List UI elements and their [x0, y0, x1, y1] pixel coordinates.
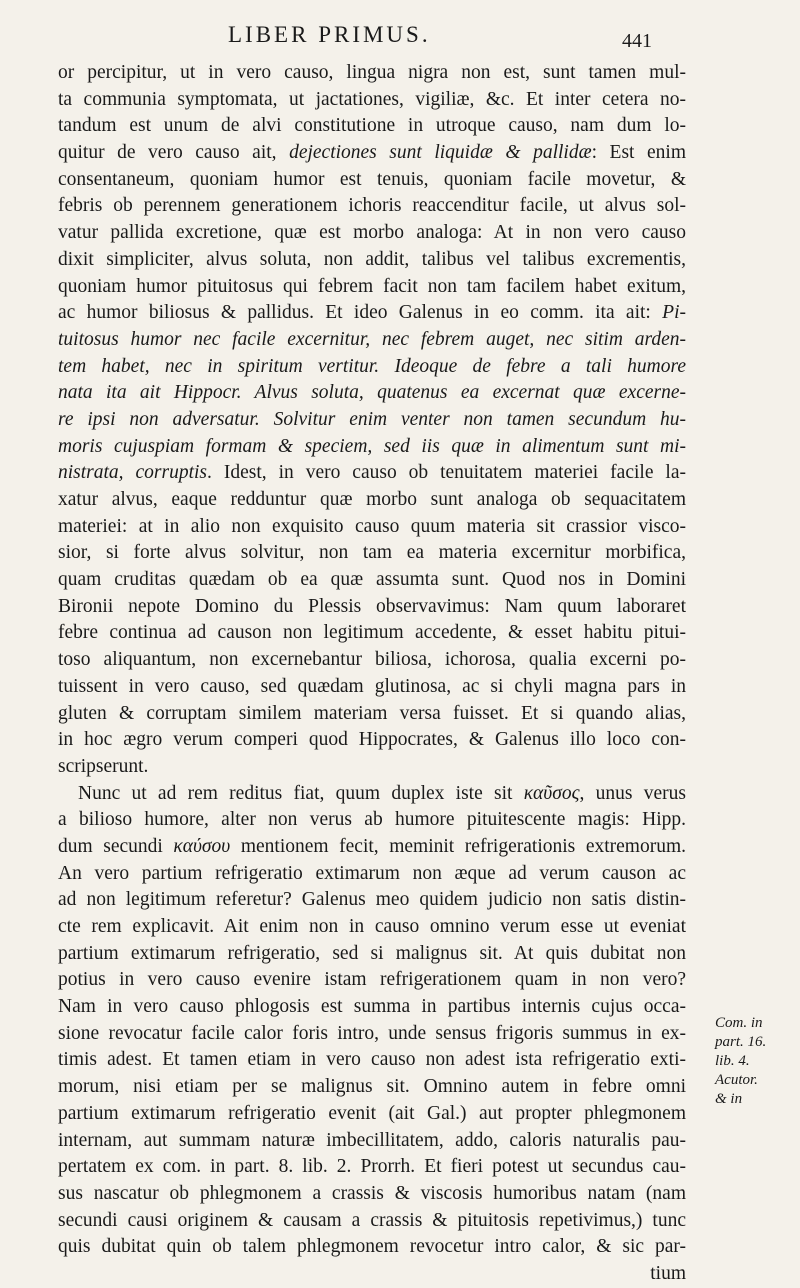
text-line: pertatem ex com. in part. 8. lib. 2. Prorrh. Et fieri potest ut secundus cau- [58, 1156, 686, 1178]
text-line: toso aliquantum, non excernebantur biliosa, ichorosa, qualia excerni po- [58, 649, 686, 671]
italic-quote: nistrata, corruptis [58, 462, 208, 484]
text-line: morum, nisi etiam per se malignus sit. Omnino autem in febre omni [58, 1076, 686, 1098]
text-line [58, 300, 686, 327]
body-text [58, 60, 686, 1288]
margin-note-line: Com. in [715, 1015, 763, 1031]
page-number: 441 [622, 30, 652, 52]
text-line: partium extimarum refrigeratio evenit (ait Gal.) aut propter phlegmonem [58, 1102, 686, 1124]
text-line [58, 834, 686, 861]
text-segment: mentionem fecit, meminit refrigerationis extremorum. [230, 835, 686, 857]
text-line: xatur alvus, eaque redduntur quæ morbo sunt analoga ob sequacitatem [58, 489, 686, 510]
text-segment: Nunc ut ad rem reditus fiat, quum duplex iste sit [78, 782, 524, 804]
text-line: consentaneum, quoniam humor est tenuis, quoniam facile movetur, & [58, 168, 686, 190]
text-segment: , unus verus [579, 782, 686, 804]
text-line: sior, si forte alvus solvitur, non tam ea materia excernitur morbifica, [58, 542, 686, 564]
text-segment: . Idest, in vero causo ob tenuitatem materiei facile la- [207, 462, 686, 484]
italic-quote: Pi- [662, 302, 686, 324]
italic-line: tem habet, nec in spiritum vertitur. Ideoque de febre a tali humore [58, 355, 686, 377]
text-line: febris ob perennem generationem ichoris reaccenditur facile, ut alvus sol- [58, 195, 686, 217]
text-line: cte rem explicavit. Ait enim non in causo omnino verum esse ut eveniat [58, 916, 686, 937]
text-line: tuissent in vero causo, sed quædam glutinosa, ac si chyli magna pars in [58, 675, 686, 697]
greek-word: καύσου [173, 835, 231, 857]
text-line: sione revocatur facile calor foris intro, unde sensus frigoris summus in ex- [58, 1022, 686, 1044]
text-line: febre continua ad causon non legitimum accedente, & esset habitu pitui- [58, 622, 686, 644]
text-line: dixit simpliciter, alvus soluta, non addit, talibus vel talibus excrementis, [58, 248, 686, 270]
text-line: scripserunt. [58, 755, 149, 777]
italic-line: re ipsi non adversatur. Solvitur enim venter non tamen secundum hu- [58, 408, 686, 430]
text-line: quis dubitat quin ob talem phlegmonem revocetur intro calor, & sic par- [58, 1236, 686, 1258]
greek-word: καῦσος [523, 782, 580, 804]
italic-line: nata ita ait Hippocr. Alvus soluta, quatenus ea excernat quæ excerne- [58, 382, 686, 404]
text-line: ad non legitimum referetur? Galenus meo quidem judicio non satis distin- [58, 889, 686, 911]
italic-line: tuitosus humor nec facile excernitur, nec febrem auget, nec sitim arden- [58, 328, 686, 350]
text-line [58, 140, 686, 167]
text-segment: dum secundi [58, 835, 174, 857]
margin-note-line: lib. 4. [715, 1053, 750, 1069]
text-segment: ac humor biliosus & pallidus. Et ideo Galenus in eo comm. ita ait: [58, 302, 663, 324]
text-line: vatur pallida excretione, quæ est morbo analoga: At in non vero causo [58, 222, 686, 244]
italic-line: moris cujuspiam formam & speciem, sed iis quæ in alimentum sunt mi- [58, 435, 686, 457]
catchword: tium [650, 1262, 686, 1284]
text-line: tandum est unum de alvi constitutione in utroque causo, nam dum lo- [58, 115, 686, 137]
text-line: sus nascatur ob phlegmonem a crassis & viscosis humoribus natam (nam [58, 1182, 686, 1204]
text-line: in hoc ægro verum comperi quod Hippocrates, & Galenus illo loco con- [58, 729, 686, 751]
text-line: internam, aut summam naturæ imbecillitatem, addo, caloris naturalis pau- [58, 1129, 686, 1151]
text-line: quoniam humor pituitosus qui febrem facit non tam facilem habet exitum, [58, 275, 686, 297]
text-line: An vero partium refrigeratio extimarum non æque ad verum causon ac [58, 862, 686, 884]
page-header [0, 22, 800, 54]
text-segment: quitur de vero causo ait, [58, 142, 290, 164]
text-line: Nam in vero causo phlogosis est summa in partibus internis cujus occa- [58, 996, 686, 1018]
italic-quote: dejectiones sunt liquidæ & pallidæ [289, 142, 592, 164]
margin-note [715, 1014, 795, 1109]
margin-note-line: & in [715, 1091, 743, 1107]
text-line: quam cruditas quædam ob ea quæ assumta sunt. Quod nos in Domini [58, 569, 686, 591]
text-line: or percipitur, ut in vero causo, lingua nigra non est, sunt tamen mul- [58, 62, 686, 83]
running-title: LIBER PRIMUS. [228, 22, 431, 47]
text-line: potius in vero causo evenire istam refrigerationem quam in non vero? [58, 969, 686, 991]
text-line: a bilioso humore, alter non verus ab humore pituitescente magis: Hipp. [58, 809, 686, 831]
paragraph-start [58, 781, 686, 808]
text-line: gluten & corruptam similem materiam versa fuisset. Et si quando alias, [58, 702, 686, 724]
text-line: timis adest. Et tamen etiam in vero causo non adest ista refrigeratio exti- [58, 1049, 686, 1071]
margin-note-line: part. 16. [715, 1034, 767, 1050]
margin-note-line: Acutor. [715, 1072, 758, 1088]
text-line: partium extimarum refrigeratio, sed si malignus sit. At quis dubitat non [58, 942, 686, 964]
text-line [58, 460, 686, 487]
text-line: secundi causi originem & causam a crassis & pituitosis repetivimus,) tunc [58, 1209, 686, 1231]
text-line: ta communia symptomata, ut jactationes, vigiliæ, &c. Et inter cetera no- [58, 88, 686, 110]
text-line: materiei: at in alio non exquisito causo quum materia sit crassior visco- [58, 515, 686, 537]
text-line: Bironii nepote Domino du Plessis observavimus: Nam quum laboraret [58, 595, 686, 617]
text-segment: : Est enim [591, 142, 687, 164]
